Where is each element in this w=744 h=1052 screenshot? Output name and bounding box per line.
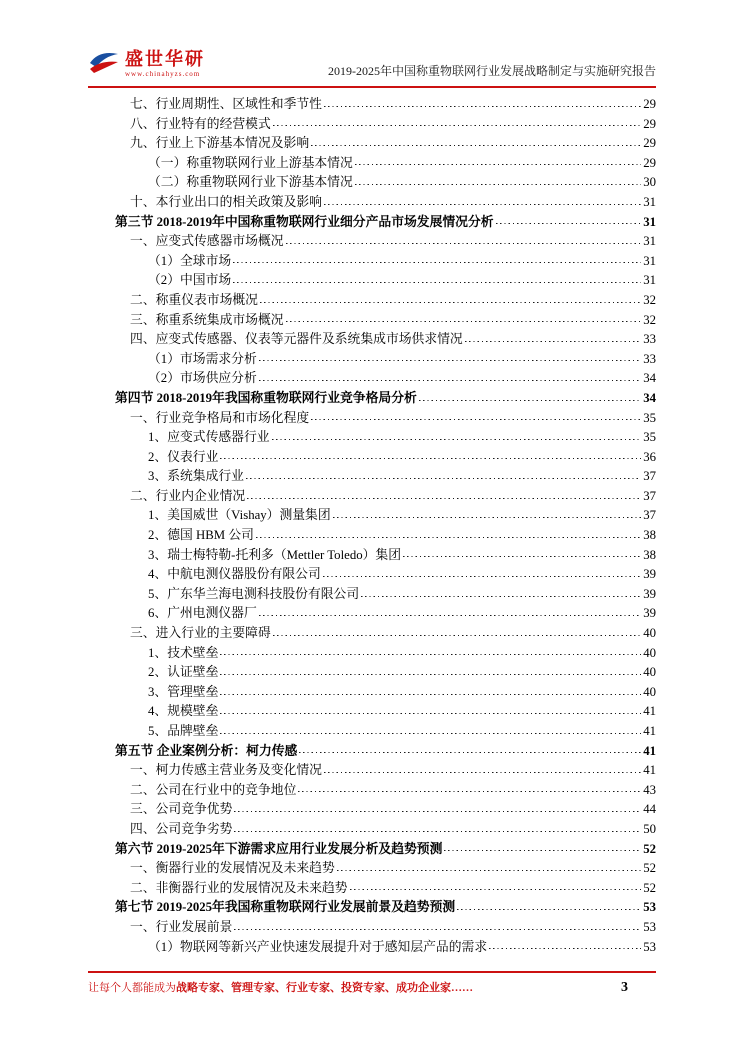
toc-entry-page: 37 (643, 508, 656, 523)
toc-entry-page: 33 (643, 351, 656, 366)
toc-entry-text[interactable]: 4、规模壁垒 (148, 704, 219, 719)
toc-entry-text[interactable]: 5、广东华兰海电测科技股份有限公司 (148, 586, 360, 601)
toc-leader-dots (286, 321, 642, 323)
toc-entry[interactable] (88, 700, 656, 720)
toc-entry[interactable] (88, 602, 656, 622)
footer-divider (88, 971, 656, 973)
toc-leader-dots (324, 105, 641, 107)
brand-name: 盛世华研 (125, 49, 205, 70)
footer-slogan-prefix: 让每个人都能成为 (88, 982, 176, 994)
toc-leader-dots (220, 654, 641, 656)
toc-entry-text[interactable]: 四、公司竞争劣势 (130, 821, 233, 836)
toc-entry-page: 33 (643, 332, 656, 347)
toc-entry-page: 53 (643, 919, 656, 934)
page-header (0, 0, 744, 86)
toc-entry-text[interactable]: 2、认证壁垒 (148, 665, 219, 680)
toc-list (0, 88, 744, 955)
toc-entry-page: 41 (643, 763, 656, 778)
toc-leader-dots (233, 262, 641, 264)
toc-entry-page: 52 (643, 880, 656, 895)
brand-text-block (125, 50, 205, 78)
toc-entry-page: 37 (643, 488, 656, 503)
toc-entry[interactable] (88, 779, 656, 799)
toc-entry[interactable] (88, 838, 656, 858)
toc-leader-dots (311, 419, 641, 421)
toc-entry-text[interactable]: （一）称重物联网行业上游基本情况 (148, 155, 353, 170)
toc-entry-text[interactable]: （1）物联网等新兴产业快速发展提升对于感知层产品的需求 (148, 939, 488, 954)
toc-entry-page: 31 (643, 214, 656, 229)
toc-entry[interactable] (88, 798, 656, 818)
toc-entry[interactable] (88, 642, 656, 662)
toc-entry-text[interactable]: 一、行业发展前景 (130, 919, 233, 934)
toc-entry-text[interactable]: 三、公司竞争优势 (130, 802, 233, 817)
toc-leader-dots (220, 693, 641, 695)
toc-entry-page: 29 (643, 136, 656, 151)
toc-leader-dots (273, 125, 641, 127)
toc-entry-text[interactable]: （二）称重物联网行业下游基本情况 (148, 175, 353, 190)
toc-entry-text[interactable]: 第三节 2018-2019年中国称重物联网行业细分产品市场发展情况分析 (115, 214, 494, 229)
toc-entry-page: 32 (643, 292, 656, 307)
toc-entry-text[interactable]: 二、称重仪表市场概况 (130, 292, 258, 307)
toc-entry-text[interactable]: 3、瑞士梅特勒-托利多（Mettler Toledo）集团 (148, 547, 402, 562)
toc-leader-dots (337, 869, 641, 871)
toc-leader-dots (272, 438, 642, 440)
brand-url: www.chinahyzs.com (125, 70, 201, 79)
toc-entry-text[interactable]: 三、称重系统集成市场概况 (130, 312, 284, 327)
toc-entry-page: 31 (643, 253, 656, 268)
toc-entry[interactable] (88, 681, 656, 701)
toc-entry[interactable] (88, 661, 656, 681)
toc-entry[interactable] (88, 367, 656, 387)
toc-entry-text[interactable]: （1）全球市场 (148, 253, 232, 268)
footer-slogan (88, 979, 473, 995)
toc-leader-dots (220, 458, 641, 460)
toc-leader-dots (234, 830, 641, 832)
toc-entry-page: 34 (643, 390, 656, 405)
toc-entry-page: 29 (643, 116, 656, 131)
toc-entry-page: 29 (643, 155, 656, 170)
toc-entry-text[interactable]: 四、应变式传感器、仪表等元器件及系统集成市场供求情况 (130, 332, 463, 347)
toc-entry[interactable] (88, 622, 656, 642)
toc-entry[interactable] (88, 720, 656, 740)
toc-entry[interactable] (88, 289, 656, 309)
toc-leader-dots (361, 595, 641, 597)
toc-leader-dots (273, 634, 641, 636)
toc-entry-text[interactable]: 第四节 2018-2019年我国称重物联网行业竞争格局分析 (115, 390, 417, 405)
brand-logo (88, 48, 205, 81)
toc-entry-text[interactable]: 6、广州电测仪器厂 (148, 606, 257, 621)
toc-entry-page: 31 (643, 273, 656, 288)
toc-entry[interactable] (88, 426, 656, 446)
toc-entry-page: 53 (643, 939, 656, 954)
toc-entry[interactable] (88, 504, 656, 524)
toc-entry[interactable] (88, 211, 656, 231)
toc-leader-dots (234, 928, 641, 930)
toc-entry-page: 39 (643, 586, 656, 601)
toc-leader-dots (457, 908, 641, 910)
report-title: 2019-2025年中国称重物联网行业发展战略制定与实施研究报告 (328, 64, 656, 78)
toc-entry[interactable] (88, 583, 656, 603)
toc-entry-text[interactable]: 第六节 2019-2025年下游需求应用行业发展分析及趋势预测 (115, 841, 443, 856)
toc-entry-page: 40 (643, 665, 656, 680)
toc-entry-text[interactable]: 一、柯力传感主营业务及变化情况 (130, 763, 322, 778)
toc-leader-dots (489, 948, 641, 950)
toc-leader-dots (220, 712, 641, 714)
toc-entry-text[interactable]: 七、行业周期性、区域性和季节性 (130, 97, 322, 111)
toc-entry[interactable] (88, 152, 656, 172)
toc-entry-text[interactable]: 八、行业特有的经营模式 (130, 116, 271, 131)
footer-slogan-emphasis: 战略专家、管理专家、行业专家、投资专家、成功企业家…… (176, 982, 473, 994)
toc-entry-text[interactable]: 二、公司在行业中的竞争地位 (130, 782, 297, 797)
toc-leader-dots (220, 732, 641, 734)
toc-entry-text[interactable]: 二、行业内企业情况 (130, 488, 246, 503)
toc-entry-page: 53 (643, 900, 656, 915)
toc-entry-page: 35 (643, 430, 656, 445)
toc-entry[interactable] (88, 113, 656, 133)
toc-leader-dots (419, 399, 641, 401)
toc-leader-dots (496, 223, 642, 225)
toc-leader-dots (333, 516, 642, 518)
toc-leader-dots (220, 673, 641, 675)
toc-entry[interactable] (88, 544, 656, 564)
toc-leader-dots (256, 536, 641, 538)
toc-entry-page: 39 (643, 606, 656, 621)
toc-entry[interactable] (88, 348, 656, 368)
toc-entry[interactable] (88, 171, 656, 191)
toc-entry-text[interactable]: 3、系统集成行业 (148, 469, 244, 484)
toc-entry-text[interactable]: 4、中航电测仪器股份有限公司 (148, 567, 321, 582)
toc-entry-page: 36 (643, 449, 656, 464)
toc-entry[interactable] (88, 896, 656, 916)
toc-entry-page: 52 (643, 861, 656, 876)
toc-leader-dots (247, 497, 641, 499)
toc-entry-page: 29 (643, 97, 656, 111)
toc-entry-page: 43 (643, 782, 656, 797)
toc-entry[interactable] (88, 563, 656, 583)
toc-entry-text[interactable]: 1、美国威世（Vishay）测量集团 (148, 508, 331, 523)
toc-entry-page: 50 (643, 821, 656, 836)
toc-entry-page: 40 (643, 626, 656, 641)
toc-entry[interactable] (88, 446, 656, 466)
toc-entry-text[interactable]: 1、应变式传感器行业 (148, 430, 270, 445)
toc-entry-text[interactable]: 一、行业竞争格局和市场化程度 (130, 410, 310, 425)
toc-entry[interactable] (88, 387, 656, 407)
toc-entry-page: 39 (643, 567, 656, 582)
toc-entry[interactable] (88, 230, 656, 250)
toc-entry[interactable] (88, 407, 656, 427)
toc-entry[interactable] (88, 740, 656, 760)
toc-entry-page: 30 (643, 175, 656, 190)
toc-leader-dots (324, 771, 641, 773)
toc-entry[interactable] (88, 485, 656, 505)
brand-logo-icon (88, 48, 120, 81)
toc-entry-page: 34 (643, 371, 656, 386)
toc-entry-page: 41 (643, 743, 656, 758)
toc-entry[interactable] (88, 524, 656, 544)
toc-leader-dots (311, 144, 641, 146)
toc-entry[interactable] (88, 93, 656, 113)
toc-leader-dots (355, 183, 641, 185)
toc-entry-page: 52 (643, 841, 656, 856)
toc-entry-page: 38 (643, 547, 656, 562)
toc-entry-text[interactable]: 第五节 企业案例分析：柯力传感 (115, 743, 298, 758)
toc-leader-dots (234, 810, 641, 812)
toc-entry-text[interactable]: 一、应变式传感器市场概况 (130, 234, 284, 249)
toc-entry-page: 44 (643, 802, 656, 817)
toc-entry-page: 35 (643, 410, 656, 425)
toc-entry[interactable] (88, 191, 656, 211)
toc-leader-dots (286, 242, 642, 244)
toc-entry[interactable] (88, 250, 656, 270)
toc-entry[interactable] (88, 309, 656, 329)
toc-leader-dots (350, 889, 642, 891)
page-number: 3 (621, 980, 628, 995)
toc-entry-page: 40 (643, 684, 656, 699)
page-footer (88, 971, 656, 996)
toc-leader-dots (465, 340, 641, 342)
toc-entry-text[interactable]: （2）中国市场 (148, 273, 232, 288)
toc-entry-page: 37 (643, 469, 656, 484)
toc-entry-text[interactable]: 5、品牌壁垒 (148, 724, 219, 738)
toc-leader-dots (444, 850, 641, 852)
toc-entry-page: 40 (643, 645, 656, 660)
toc-entry[interactable] (88, 857, 656, 877)
toc-entry-text[interactable]: 2、德国 HBM 公司 (148, 528, 254, 543)
toc-leader-dots (403, 556, 641, 558)
toc-entry-page: 32 (643, 312, 656, 327)
toc-entry-text[interactable]: 2、仪表行业 (148, 449, 219, 464)
toc-entry-page: 41 (643, 704, 656, 719)
toc-entry-text[interactable]: 十、本行业出口的相关政策及影响 (130, 194, 322, 209)
toc-leader-dots (259, 614, 641, 616)
toc-entry[interactable] (88, 877, 656, 897)
toc-entry[interactable] (88, 916, 656, 936)
toc-entry-text[interactable]: 1、技术壁垒 (148, 645, 219, 660)
toc-entry-text[interactable]: 第七节 2019-2025年我国称重物联网行业发展前景及趋势预测 (115, 900, 456, 915)
toc-entry-page: 41 (643, 724, 656, 738)
toc-leader-dots (324, 203, 641, 205)
toc-leader-dots (299, 752, 641, 754)
toc-entry[interactable] (88, 465, 656, 485)
toc-entry-text[interactable]: 3、管理壁垒 (148, 684, 219, 699)
toc-entry-text[interactable]: 一、衡器行业的发展情况及未来趋势 (130, 861, 335, 876)
toc-entry[interactable] (88, 132, 656, 152)
toc-entry-page: 31 (643, 194, 656, 209)
toc-leader-dots (259, 360, 641, 362)
toc-entry-text[interactable]: （1）市场需求分析 (148, 351, 257, 366)
toc-entry[interactable] (88, 328, 656, 348)
toc-entry-text[interactable]: 二、非衡器行业的发展情况及未来趋势 (130, 880, 348, 895)
toc-entry-page: 31 (643, 234, 656, 249)
toc-entry[interactable] (88, 759, 656, 779)
toc-leader-dots (355, 164, 641, 166)
toc-leader-dots (246, 477, 641, 479)
toc-entry[interactable] (88, 818, 656, 838)
toc-entry[interactable] (88, 269, 656, 289)
toc-leader-dots (323, 575, 641, 577)
toc-leader-dots (260, 301, 641, 303)
toc-leader-dots (233, 281, 641, 283)
toc-leader-dots (259, 379, 641, 381)
footer-row (88, 979, 656, 996)
toc-entry[interactable] (88, 936, 656, 956)
toc-entry-text[interactable]: 三、进入行业的主要障碍 (130, 626, 271, 641)
toc-entry-text[interactable]: （2）市场供应分析 (148, 371, 257, 386)
toc-entry-page: 38 (643, 528, 656, 543)
toc-entry-text[interactable]: 九、行业上下游基本情况及影响 (130, 136, 310, 151)
toc-leader-dots (298, 791, 641, 793)
